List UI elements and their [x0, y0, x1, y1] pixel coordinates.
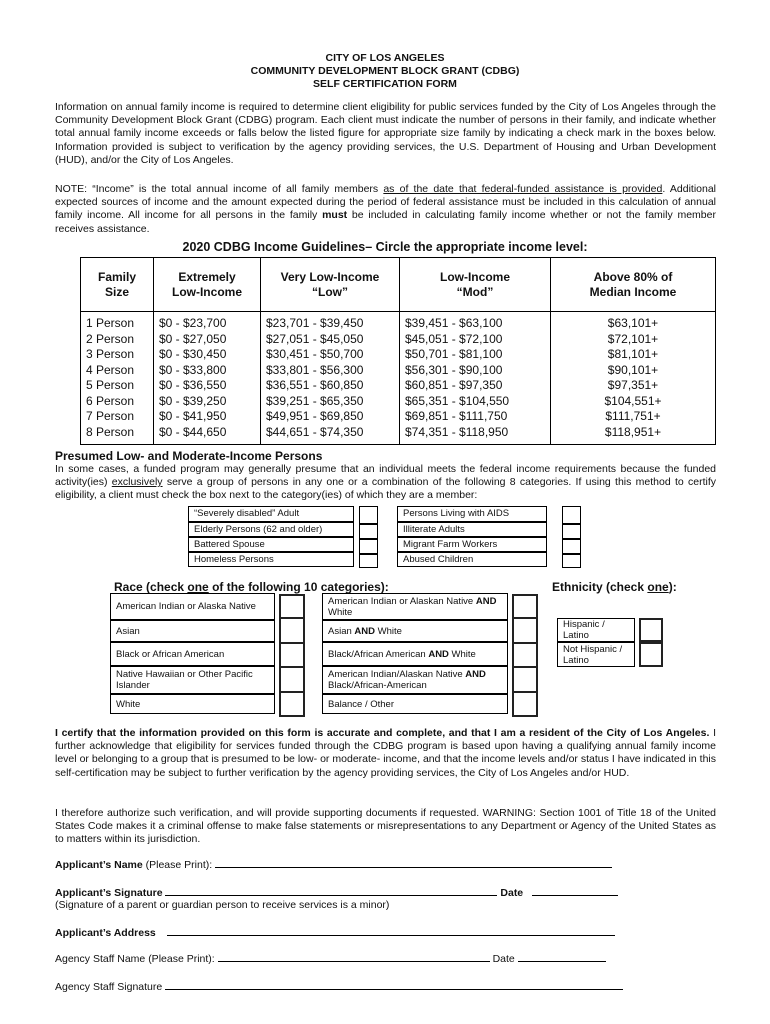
above-80-value[interactable]: $72,101+ [607, 331, 659, 346]
title-form: SELF CERTIFICATION FORM [313, 78, 457, 90]
presumed-paragraph: In some cases, a funded program may generally presume that an individual meets the federal income requirements because the funded activity(ies) exclusively serve a group of persons in any one or a combination of the following 8 categories. If using this method to certify eligibility, a client must check the box next to the category(ies) of which they are a member: [55, 463, 716, 502]
checkbox-race-asian[interactable] [279, 617, 305, 644]
checkbox-battered-spouse[interactable] [359, 539, 378, 554]
extremely-low-value[interactable]: $0 - $39,250 [159, 393, 227, 408]
checkbox-illiterate[interactable] [562, 524, 581, 539]
race-american-indian-and-black: American Indian/Alaskan Native AND Black/African-American [322, 666, 508, 694]
checkbox-race-black-and-white[interactable] [512, 642, 538, 668]
checkbox-severely-disabled[interactable] [359, 506, 378, 524]
category-severely-disabled: “Severely disabled” Adult [188, 506, 354, 522]
above-80-value[interactable]: $118,951+ [604, 424, 662, 439]
category-elderly: Elderly Persons (62 and older) [188, 522, 354, 537]
race-american-indian-and-white: American Indian or Alaskan Native AND White [322, 593, 508, 620]
above-80-value[interactable]: $111,751+ [605, 409, 661, 423]
checkbox-race-balance-other[interactable] [512, 691, 538, 717]
category-migrant: Migrant Farm Workers [397, 537, 547, 552]
authorize-paragraph: I therefore authorize such verification, and will provide supporting documents if requested. WARNING: Section 1001 of Title 18 of the United States Code makes it a criminal offense to make false statements or misrepresentations to any Department or Agency of the United States as to matters within its jurisdiction. [55, 807, 716, 846]
very-low-value[interactable]: $23,701 - $39,450 [266, 316, 364, 330]
above-80-value[interactable]: $63,101+ [607, 316, 659, 330]
above-80-value[interactable]: $81,101+ [607, 347, 659, 361]
very-low-value[interactable]: $27,051 - $45,050 [266, 331, 364, 346]
note-paragraph: NOTE: “Income” is the total annual income of all family members as of the date that federal-funded assistance is provided. Additional expected sources of income and the amount expected during the period of federal assistance must be included in this calculation of annual family income. All income for all persons in the family must be included in calculating family income whether or not the family member receives assistance. [55, 183, 717, 235]
extremely-low-value[interactable]: $0 - $44,650 [159, 424, 227, 439]
extremely-low-value[interactable]: $0 - $36,550 [159, 378, 227, 392]
col-extremely-low: Extremely Low-Income [154, 258, 261, 312]
extremely-low-value[interactable]: $0 - $23,700 [159, 316, 227, 330]
family-size-value: 1 Person [86, 316, 135, 330]
extremely-low-value[interactable]: $0 - $27,050 [159, 331, 227, 346]
applicant-signature-field[interactable]: Applicant’s Signature Date [55, 885, 618, 900]
family-size-value: 4 Person [86, 362, 135, 377]
very-low-value[interactable]: $33,801 - $56,300 [266, 362, 364, 377]
family-size-value: 3 Person [86, 347, 135, 361]
race-title: Race (check one of the following 10 categories): [114, 580, 389, 594]
ethnicity-hispanic: Hispanic / Latino [557, 618, 635, 642]
checkbox-migrant[interactable] [562, 539, 581, 554]
income-table [80, 257, 716, 445]
race-american-indian: American Indian or Alaska Native [110, 593, 275, 620]
presumed-title: Presumed Low- and Moderate-Income Persons [55, 449, 323, 463]
very-low-value[interactable]: $39,251 - $65,350 [266, 393, 364, 408]
category-battered-spouse: Battered Spouse [188, 537, 354, 552]
checkbox-hispanic[interactable] [639, 618, 663, 642]
col-family-size: Family Size [81, 258, 154, 312]
staff-name-field[interactable]: Agency Staff Name (Please Print): Date [55, 951, 606, 966]
low-mod-value[interactable]: $39,451 - $63,100 [405, 316, 503, 330]
checkbox-race-asian-and-white[interactable] [512, 617, 538, 644]
title-city: CITY OF LOS ANGELES [325, 52, 445, 64]
low-mod-value[interactable]: $65,351 - $104,550 [405, 393, 510, 408]
race-black-and-white: Black/African American AND White [322, 642, 508, 666]
low-mod-value[interactable]: $45,051 - $72,100 [405, 331, 503, 346]
above-80-value[interactable]: $104,551+ [604, 393, 662, 408]
col-low-mod: Low-Income “Mod” [400, 258, 551, 312]
race-asian: Asian [110, 620, 275, 642]
family-size-value: 7 Person [86, 409, 135, 423]
family-size-value: 6 Person [86, 393, 135, 408]
staff-signature-field[interactable]: Agency Staff Signature [55, 979, 623, 994]
checkbox-elderly[interactable] [359, 524, 378, 539]
checkbox-race-white[interactable] [279, 691, 305, 717]
applicant-address-field[interactable]: Applicant’s Address [55, 925, 615, 940]
extremely-low-value[interactable]: $0 - $33,800 [159, 362, 227, 377]
col-above-80: Above 80% of Median Income [551, 258, 716, 312]
certify-paragraph: I certify that the information provided on this form is accurate and complete, and that I am a resident of the City of Los Angeles. I further acknowledge that eligibility for services funded through the CDBG program is based upon having a qualifying annual family income level or belonging to a group that is presumed to be low- or moderate- income, and that the income levels and/or status I have indicated in this self-certification may be subject to further verification by the agency providing services, the City of Los Angeles and/or HUD. [55, 727, 716, 779]
category-homeless: Homeless Persons [188, 552, 354, 567]
guidelines-title: 2020 CDBG Income Guidelines– Circle the appropriate income level: [182, 240, 588, 254]
checkbox-homeless[interactable] [359, 554, 378, 568]
low-mod-list[interactable] [400, 312, 551, 445]
checkbox-abused-children[interactable] [562, 554, 581, 568]
ethnicity-not-hispanic: Not Hispanic / Latino [557, 642, 635, 667]
extremely-low-value[interactable]: $0 - $41,950 [159, 409, 227, 423]
intro-paragraph: Information on annual family income is required to determine client eligibility for public services funded by the City of Los Angeles through the Community Development Block Grant (CDBG) program. Each client must indicate the number of persons in their family, and indicate whether total annual family income exceeds or falls below the listed figure for appropriate size family by indicating a check mark in the boxes below. Information provided is subject to verification by the agency providing services, the U.S. Department of Housing and Urban Development (HUD), and/or the City of Los Angeles. [55, 101, 716, 166]
very-low-value[interactable]: $36,551 - $60,850 [266, 378, 364, 392]
category-illiterate: Illiterate Adults [397, 522, 547, 537]
extremely-low-value[interactable]: $0 - $30,450 [159, 347, 227, 361]
checkbox-not-hispanic[interactable] [639, 642, 663, 667]
low-mod-value[interactable]: $74,351 - $118,950 [405, 424, 509, 439]
race-balance-other: Balance / Other [322, 694, 508, 714]
low-mod-value[interactable]: $56,301 - $90,100 [405, 362, 503, 377]
col-very-low: Very Low-Income “Low” [261, 258, 400, 312]
category-abused-children: Abused Children [397, 552, 547, 567]
very-low-value[interactable]: $44,651 - $74,350 [266, 424, 364, 439]
category-aids: Persons Living with AIDS [397, 506, 547, 522]
ethnicity-title: Ethnicity (check one): [552, 580, 677, 594]
above-80-value[interactable]: $97,351+ [607, 378, 659, 392]
race-white: White [110, 694, 275, 714]
race-black: Black or African American [110, 642, 275, 666]
family-size-value: 8 Person [86, 424, 135, 439]
title-program: COMMUNITY DEVELOPMENT BLOCK GRANT (CDBG) [250, 65, 520, 77]
family-size-value: 5 Person [86, 378, 135, 392]
above-80-list[interactable] [551, 312, 716, 445]
applicant-name-field[interactable]: Applicant’s Name (Please Print): [55, 857, 612, 872]
above-80-value[interactable]: $90,101+ [607, 362, 659, 377]
checkbox-race-black[interactable] [279, 642, 305, 668]
race-asian-and-white: Asian AND White [322, 620, 508, 642]
family-size-value: 2 Person [86, 331, 135, 346]
low-mod-value[interactable]: $50,701 - $81,100 [405, 347, 503, 361]
low-mod-value[interactable]: $60,851 - $97,350 [405, 378, 503, 392]
family-size-list [81, 312, 154, 445]
very-low-list[interactable] [261, 312, 400, 445]
guardian-note: (Signature of a parent or guardian person to receive services is a minor) [55, 899, 390, 911]
race-pacific-islander: Native Hawaiian or Other Pacific Islander [110, 666, 275, 694]
checkbox-aids[interactable] [562, 506, 581, 524]
very-low-value[interactable]: $30,451 - $50,700 [266, 347, 364, 361]
low-mod-value[interactable]: $69,851 - $111,750 [405, 409, 508, 423]
extremely-low-list[interactable] [154, 312, 261, 445]
very-low-value[interactable]: $49,951 - $69,850 [266, 409, 364, 423]
